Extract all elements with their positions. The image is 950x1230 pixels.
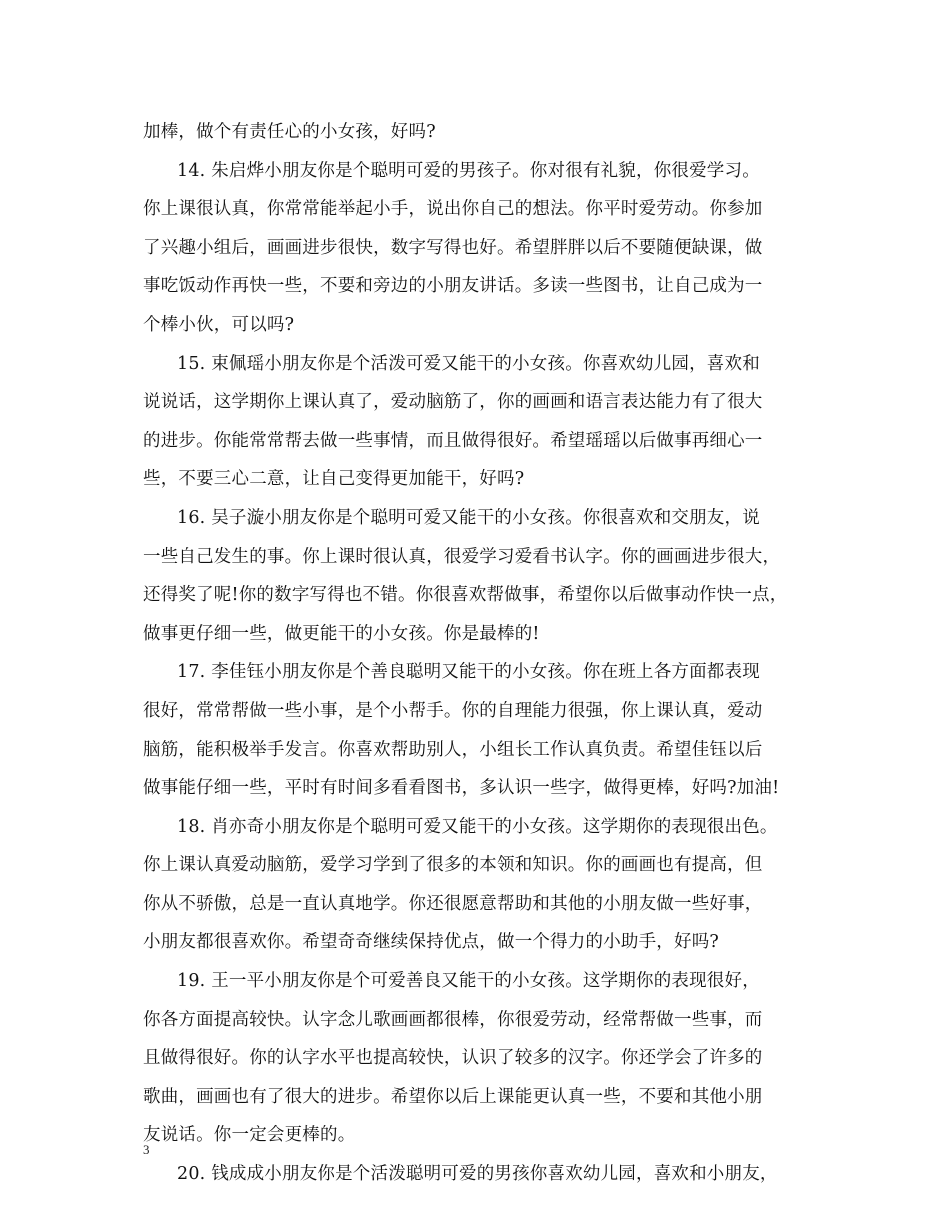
paragraph-line: 还得奖了呢!你的数字写得也不错。你很喜欢帮做事，希望你以后做事动作快一点， [143, 585, 788, 606]
paragraph-line: 做事能仔细一些，平时有时间多看看图书，多认识一些字，做得更棒，好吗?加油! [143, 778, 780, 799]
paragraph-line: 小朋友都很喜欢你。希望奇奇继续保持优点，做一个得力的小助手，好吗? [143, 932, 719, 953]
paragraph-first-line: 15. 束佩瑶小朋友你是个活泼可爱又能干的小女孩。你喜欢幼儿园，喜欢和 [177, 353, 760, 374]
paragraph-line: 你各方面提高较快。认字念儿歌画画都很棒，你很爱劳动，经常帮做一些事，而 [143, 1009, 763, 1030]
paragraph-line: 歌曲，画画也有了很大的进步。希望你以后上课能更认真一些，不要和其他小朋 [143, 1086, 763, 1107]
paragraph-first-line: 18. 肖亦奇小朋友你是个聪明可爱又能干的小女孩。这学期你的表现很出色。 [177, 816, 778, 837]
paragraph-line: 你从不骄傲，总是一直认真地学。你还很愿意帮助和其他的小朋友做一些好事， [143, 893, 763, 914]
paragraph-line: 友说话。你一定会更棒的。 [143, 1125, 356, 1146]
body-text [143, 113, 823, 1194]
paragraph-line: 加棒，做个有责任心的小女孩，好吗? [143, 122, 436, 142]
paragraph-line: 脑筋，能积极举手发言。你喜欢帮助别人，小组长工作认真负责。希望佳钰以后 [143, 739, 763, 760]
paragraph-first-line: 19. 王一平小朋友你是个可爱善良又能干的小女孩。这学期你的表现很好， [177, 971, 760, 992]
paragraph-first-line: 16. 吴子漩小朋友你是个聪明可爱又能干的小女孩。你很喜欢和交朋友，说 [177, 507, 760, 528]
paragraph-line: 一些自己发生的事。你上课时很认真，很爱学习爱看书认字。你的画画进步很大， [143, 546, 781, 567]
paragraph-line: 很好，常常帮做一些小事，是个小帮手。你的自理能力很强，你上课认真，爱动 [143, 700, 763, 721]
paragraph-first-line: 17. 李佳钰小朋友你是个善良聪明又能干的小女孩。你在班上各方面都表现 [177, 662, 760, 683]
paragraph-line: 你上课认真爱动脑筋，爱学习学到了很多的本领和知识。你的画画也有提高，但 [143, 855, 763, 876]
paragraph-first-line: 20. 钱成成小朋友你是个活泼聪明可爱的男孩你喜欢幼儿园，喜欢和小朋友， [177, 1164, 778, 1185]
paragraph-line: 做事更仔细一些，做更能干的小女孩。你是最棒的! [143, 623, 540, 644]
paragraph-line: 的进步。你能常常帮去做一些事情，而且做得很好。希望瑶瑶以后做事再细心一 [143, 430, 763, 451]
paragraph-line: 且做得很好。你的认字水平也提高较快，认识了较多的汉字。你还学会了许多的 [143, 1048, 763, 1069]
paragraph-first-line: 14. 朱启烨小朋友你是个聪明可爱的男孩子。你对很有礼貌，你很爱学习。 [177, 160, 760, 181]
paragraph-line: 些，不要三心二意，让自己变得更加能干，好吗? [143, 469, 525, 490]
paragraph-line: 了兴趣小组后，画画进步很快，数字写得也好。希望胖胖以后不要随便缺课，做 [143, 237, 763, 258]
paragraph-line: 说说话，这学期你上课认真了，爱动脑筋了，你的画画和语言表达能力有了很大 [143, 392, 763, 413]
page-number: 3 [143, 1142, 150, 1157]
paragraph-line: 个棒小伙，可以吗? [143, 314, 295, 335]
paragraph-line: 事吃饭动作再快一些，不要和旁边的小朋友讲话。多读一些图书，让自己成为一 [143, 276, 763, 297]
paragraph-line: 你上课很认真，你常常能举起小手，说出你自己的想法。你平时爱劳动。你参加 [143, 199, 763, 220]
